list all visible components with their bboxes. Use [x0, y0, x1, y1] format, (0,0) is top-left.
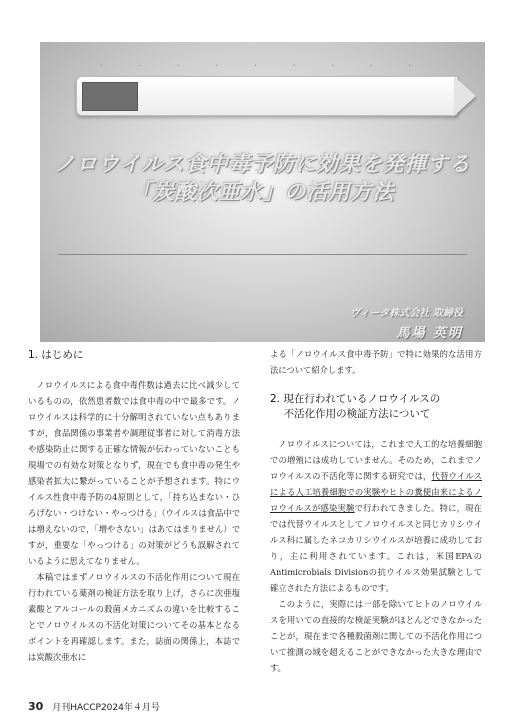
body-paragraph: よる「ノロウイルス食中毒予防」で特に効果的な活用方法について紹介します。: [270, 349, 482, 375]
body-text: で行われてきました。特に，現在では代替ウイルスとしてノロウイルスと同じカリシウイルス科に属したネコカリシウイルスが培養に成功しており，主に利用されています。これは，米国EPAのAntimicrobials Divisionの抗ウイルス効果試験として確立された方法によるものです。: [270, 503, 482, 593]
body-paragraph: ノロウイルスによる食中毒件数は過去に比べ減少しているものの，依然患者数では食中毒の中で最多です。ノロウイルスは科学的に十分解明されていない点もありますが，食品関係の事業者や調理従事者に対して消毒方法や感染防止に関する正確な情報が伝わっていないことも現場での有効な対策となりず，現在でも食中毒の発生や感染者拡大に繋がっていることが予想されます。特にウイルス性食中毒予防の4原則として，「持ち込まない・ひろげない・つけない・やっつける」（ウイルスは食品中では増えないので，「増やさない」はあてはまりません）ですが，重要な「やっつける」の対策がどうも誤解されているように思えてなりません。: [28, 380, 240, 566]
underlined-text: 代替ウイルスによる人工培養細胞での実験やヒトの糞便由来によるノロウイルスが感染実験: [270, 471, 482, 513]
arrow-head-icon: [454, 76, 476, 116]
section-heading-1: 1. はじめに: [28, 349, 84, 361]
banner-square-icon: [82, 82, 138, 111]
page-number: 30: [28, 700, 44, 713]
left-column: [28, 346, 240, 665]
title-divider: [58, 254, 467, 255]
article-title: [40, 150, 485, 206]
body-paragraph: このように，実際には一部を除いてヒトのノロウイルスを用いての直接的な検証実験がほとんどできなかったことが，現在まで各種殺菌剤に関しての不活化作用について推測の域を超えることができなかった大きな理由です。: [270, 599, 482, 673]
section-heading-2-line1: 2. 現在行われているノロウイルスの: [270, 393, 441, 405]
body-text: ノロウイルスについては，これまで人工的な培養細胞での増殖には成功していません。そのため，これまでノロウイルスの不活化等に関する研究では，: [270, 439, 482, 481]
body-paragraph: [270, 436, 482, 596]
title-banner: [40, 42, 485, 342]
body-paragraph: 本稿ではまずノロウイルスの不活化作用について現在行われている薬剤の検証方法を取り上げ，さらに次亜塩素酸とアルコールの殺菌メカニズムの違いを比較することでノロウイルスの不活化対策についてその基本となるポイントを再確認します。また，誌面の関係上，本誌では炭酸次亜水に: [28, 572, 240, 662]
journal-issue: 月刊HACCP2024年４月号: [52, 703, 160, 713]
page-footer: [28, 700, 160, 713]
author-affiliation: ヴィータ株式会社 取締役: [350, 308, 463, 319]
article-title-line2: 「炭酸次亜水」の活用方法: [130, 180, 395, 204]
article-title-line1: ノロウイルス食中毒予防に効果を発揮する: [54, 152, 471, 176]
decorative-dots: ・ ・ ・ ・ ・ ・ ・ ・ ・: [97, 61, 428, 70]
section-heading-2: [270, 392, 482, 422]
author-name: 馬場 英明: [396, 326, 463, 341]
section-heading-2-line2: 不活化作用の検証方法について: [283, 408, 431, 420]
right-column: [270, 346, 482, 676]
